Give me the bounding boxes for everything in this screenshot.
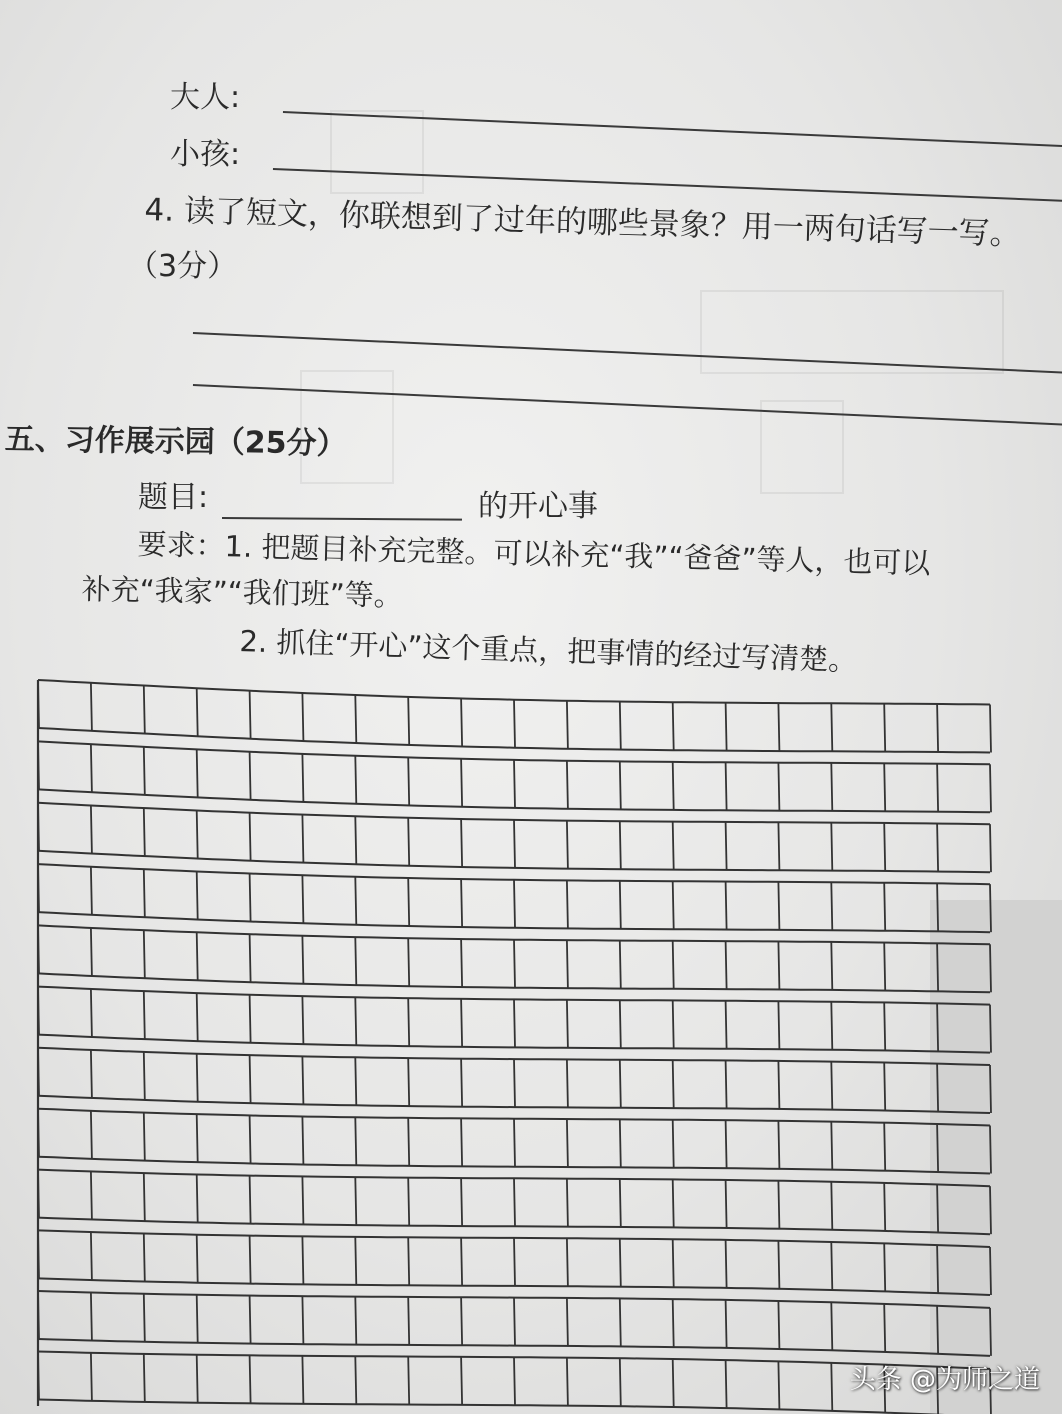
grid-cell-divider [144, 747, 145, 795]
grid-cell-divider [673, 702, 674, 750]
grid-cell-divider [726, 762, 727, 810]
grid-cell-divider [461, 1178, 462, 1226]
grid-cell-divider [831, 1002, 832, 1050]
grid-row-bottom-line [38, 1400, 990, 1414]
grid-cell-divider [673, 881, 674, 929]
grid-cell-divider [514, 940, 515, 988]
grid-cell-divider [884, 1243, 885, 1291]
grid-cell-divider [461, 1118, 462, 1166]
grid-cell-divider [726, 703, 727, 751]
grid-cell-divider [514, 1357, 515, 1405]
grid-cell-divider [461, 759, 462, 807]
grid-cell-divider [250, 874, 251, 922]
grid-cell-divider [302, 1236, 303, 1284]
grid-cell-divider [673, 1299, 674, 1347]
grid-cell-divider [831, 1242, 832, 1290]
grid-cell-divider [408, 1058, 409, 1106]
grid-cell-divider [567, 1358, 568, 1406]
grid-cell-divider [91, 1353, 92, 1401]
grid-cell-divider [461, 1357, 462, 1405]
grid-cell-divider [673, 1000, 674, 1048]
grid-cell-divider [250, 813, 251, 861]
grid-cell-divider [250, 691, 251, 739]
grid-cell-divider [937, 1124, 938, 1172]
grid-cell-divider [620, 1000, 621, 1048]
grid-cell-divider [884, 1063, 885, 1111]
grid-cell-divider [726, 1360, 727, 1408]
grid-cell-divider [302, 996, 303, 1044]
grid-cell-divider [514, 1119, 515, 1167]
grid-cell-divider [990, 944, 991, 992]
grid-cell-divider [91, 744, 92, 792]
grid-cell-divider [884, 1123, 885, 1171]
grid-cell-divider [302, 1056, 303, 1104]
grid-cell-divider [408, 818, 409, 866]
grid-cell-divider [514, 1238, 515, 1286]
grid-cell-divider [91, 867, 92, 915]
grid-cell-divider [408, 757, 409, 805]
grid-row-bottom-line [38, 1339, 990, 1356]
grid-cell-divider [144, 1234, 145, 1282]
grid-cell-divider [726, 1120, 727, 1168]
grid-cell-divider [461, 819, 462, 867]
grid-cell-divider [990, 764, 991, 812]
grid-cell-divider [197, 688, 198, 736]
grid-cell-divider [884, 704, 885, 752]
grid-cell-divider [567, 821, 568, 869]
grid-cell-divider [990, 884, 991, 932]
grid-cell-divider [514, 1298, 515, 1346]
grid-cell-divider [620, 941, 621, 989]
grid-cell-divider [567, 940, 568, 988]
grid-cell-divider [250, 934, 251, 982]
grid-cell-divider [990, 1005, 991, 1053]
grid-cell-divider [937, 1185, 938, 1233]
grid-cell-divider [884, 943, 885, 991]
grid-cell-divider [831, 942, 832, 990]
grid-cell-divider [620, 1358, 621, 1406]
topic-label: 题目: [138, 480, 209, 515]
grid-cell-divider [726, 941, 727, 989]
grid-cell-divider [302, 1296, 303, 1344]
grid-cell-divider [937, 824, 938, 872]
grid-cell-divider [778, 1181, 779, 1229]
grid-cell-divider [461, 1059, 462, 1107]
grid-cell-divider [884, 1003, 885, 1051]
grid-cell-divider [884, 883, 885, 931]
grid-cell-divider [620, 881, 621, 929]
grid-cell-divider [937, 1003, 938, 1051]
grid-cell-divider [884, 763, 885, 811]
grid-cell-divider [937, 883, 938, 931]
grid-cell-divider [144, 1113, 145, 1161]
grid-cell-divider [91, 989, 92, 1037]
grid-cell-divider [937, 1245, 938, 1293]
grid-cell-divider [461, 999, 462, 1047]
grid-cell-divider [514, 820, 515, 868]
grid-cell-divider [91, 1111, 92, 1159]
grid-cell-divider [461, 698, 462, 746]
grid-cell-divider [990, 824, 991, 872]
grid-cell-divider [778, 1001, 779, 1049]
grid-cell-divider [302, 693, 303, 741]
grid-cell-divider [461, 939, 462, 987]
grid-cell-divider [144, 1294, 145, 1342]
grid-cell-divider [673, 762, 674, 810]
grid-cell-divider [514, 880, 515, 928]
grid-cell-divider [197, 749, 198, 797]
grid-cell-divider [620, 1298, 621, 1346]
grid-cell-divider [726, 1180, 727, 1228]
grid-cell-divider [620, 761, 621, 809]
grid-cell-divider [726, 1240, 727, 1288]
grid-cell-divider [990, 1186, 991, 1234]
grid-cell-divider [250, 1176, 251, 1224]
grid-cell-divider [355, 1297, 356, 1345]
grid-cell-divider [673, 1179, 674, 1227]
topic-suffix: 的开心事 [478, 489, 598, 524]
grid-cell-divider [355, 816, 356, 864]
grid-cell-divider [831, 1363, 832, 1411]
grid-cell-divider [250, 1115, 251, 1163]
grid-cell-divider [673, 1359, 674, 1407]
child-label: 小孩: [170, 137, 241, 172]
grid-cell-divider [250, 752, 251, 800]
grid-cell-divider [144, 991, 145, 1039]
grid-cell-divider [778, 763, 779, 811]
grid-cell-divider [144, 1173, 145, 1221]
grid-cell-divider [408, 1357, 409, 1405]
grid-cell-divider [831, 763, 832, 811]
grid-cell-divider [831, 882, 832, 930]
grid-cell-divider [91, 1293, 92, 1341]
grid-cell-divider [91, 1232, 92, 1280]
watermark: 头条 @为师之道 [849, 1365, 1040, 1395]
grid-cell-divider [408, 878, 409, 926]
grid-cell-divider [197, 811, 198, 859]
writing-grid-lines [38, 680, 991, 1414]
grid-cell-divider [302, 815, 303, 863]
grid-cell-divider [355, 1177, 356, 1225]
section-5-heading: 五、习作展示园（25分） [4, 422, 347, 462]
grid-cell-divider [91, 683, 92, 731]
grid-cell-divider [726, 822, 727, 870]
grid-cell-divider [673, 1060, 674, 1108]
grid-cell-divider [144, 869, 145, 917]
grid-cell-divider [831, 1062, 832, 1110]
grid-cell-divider [778, 703, 779, 751]
grid-cell-divider [884, 1183, 885, 1231]
grid-cell-divider [91, 928, 92, 976]
grid-cell-divider [197, 1114, 198, 1162]
grid-cell-divider [831, 703, 832, 751]
grid-cell-divider [197, 872, 198, 920]
grid-cell-divider [250, 1236, 251, 1284]
grid-cell-divider [884, 823, 885, 871]
grid-cell-divider [197, 993, 198, 1041]
grid-cell-divider [514, 1178, 515, 1226]
grid-cell-divider [726, 882, 727, 930]
grid-cell-divider [620, 1239, 621, 1287]
grid-cell-divider [197, 932, 198, 980]
grid-cell-divider [514, 999, 515, 1047]
grid-cell-divider [726, 1001, 727, 1049]
grid-cell-divider [461, 1238, 462, 1286]
grid-cell-divider [91, 1050, 92, 1098]
grid-cell-divider [355, 1117, 356, 1165]
grid-cell-divider [831, 823, 832, 871]
question-4-prompt: 4. 读了短文，你联想到了过年的哪些景象？用一两句话写一写。 [144, 192, 1022, 253]
grid-cell-divider [91, 806, 92, 854]
grid-cell-divider [673, 941, 674, 989]
grid-cell-divider [355, 997, 356, 1045]
grid-cell-divider [144, 930, 145, 978]
grid-cell-divider [250, 1355, 251, 1403]
grid-cell-divider [778, 942, 779, 990]
grid-cell-divider [144, 1052, 145, 1100]
grid-cell-divider [778, 1061, 779, 1109]
grid-cell-divider [514, 1059, 515, 1107]
grid-cell-divider [620, 702, 621, 750]
grid-cell-divider [302, 875, 303, 923]
grid-cell-divider [302, 754, 303, 802]
grid-cell-divider [144, 686, 145, 734]
grid-cell-divider [250, 1296, 251, 1344]
grid-cell-divider [937, 943, 938, 991]
requirement-1-line-2: 补充“我家”“我们班”等。 [81, 572, 404, 613]
grid-cell-divider [355, 1356, 356, 1404]
grid-cell-divider [514, 700, 515, 748]
grid-cell-divider [673, 1120, 674, 1168]
grid-cell-divider [567, 701, 568, 749]
grid-cell-divider [937, 764, 938, 812]
grid-cell-divider [567, 1179, 568, 1227]
grid-cell-divider [408, 1237, 409, 1285]
grid-cell-divider [408, 1118, 409, 1166]
grid-cell-divider [567, 761, 568, 809]
grid-cell-divider [302, 1177, 303, 1225]
grid-cell-divider [302, 1356, 303, 1404]
grid-cell-divider [673, 822, 674, 870]
grid-cell-divider [937, 1064, 938, 1112]
grid-cell-divider [250, 1055, 251, 1103]
grid-cell-divider [831, 1182, 832, 1230]
grid-cell-divider [778, 1301, 779, 1349]
grid-cell-divider [197, 1235, 198, 1283]
grid-cell-divider [355, 695, 356, 743]
grid-cell-divider [461, 1297, 462, 1345]
grid-cell-divider [355, 877, 356, 925]
grid-cell-divider [620, 1119, 621, 1167]
grid-cell-divider [91, 1172, 92, 1220]
grid-cell-divider [620, 821, 621, 869]
requirement-1-line-1: 要求：1. 把题目补充完整。可以补充“我”“爸爸”等人，也可以 [137, 527, 931, 581]
grid-cell-divider [673, 1239, 674, 1287]
grid-cell-divider [778, 822, 779, 870]
grid-cell-divider [778, 1361, 779, 1409]
grid-cell-divider [408, 938, 409, 986]
grid-cell-divider [620, 1060, 621, 1108]
grid-cell-divider [778, 882, 779, 930]
grid-cell-divider [937, 704, 938, 752]
grid-cell-divider [144, 808, 145, 856]
grid-cell-divider [408, 1297, 409, 1345]
grid-cell-divider [778, 1121, 779, 1169]
grid-cell-divider [250, 995, 251, 1043]
grid-cell-divider [567, 880, 568, 928]
grid-cell-divider [567, 1000, 568, 1048]
grid-cell-divider [990, 1247, 991, 1295]
grid-cell-divider [408, 998, 409, 1046]
grid-cell-divider [567, 1298, 568, 1346]
grid-cell-divider [355, 1237, 356, 1285]
grid-cell-divider [620, 1179, 621, 1227]
requirement-2: 2. 抓住“开心”这个重点，把事情的经过写清楚。 [239, 624, 858, 678]
grid-cell-divider [990, 1308, 991, 1356]
grid-cell-divider [408, 697, 409, 745]
grid-cell-divider [990, 1126, 991, 1174]
grid-cell-divider [197, 1355, 198, 1403]
adult-label: 大人: [170, 80, 241, 115]
grid-cell-divider [408, 1178, 409, 1226]
question-4-score: （3分） [128, 249, 238, 284]
grid-cell-divider [567, 1059, 568, 1107]
grid-cell-divider [355, 1057, 356, 1105]
grid-cell-divider [567, 1238, 568, 1286]
grid-cell-divider [831, 1302, 832, 1350]
grid-cell-divider [197, 1175, 198, 1223]
grid-cell-divider [726, 1300, 727, 1348]
grid-cell-divider [990, 705, 991, 753]
grid-cell-divider [302, 1117, 303, 1165]
grid-cell-divider [461, 879, 462, 927]
grid-cell-divider [778, 1241, 779, 1289]
grid-cell-divider [514, 760, 515, 808]
grid-cell-divider [831, 1122, 832, 1170]
grid-cell-divider [197, 1295, 198, 1343]
grid-cell-divider [302, 936, 303, 984]
grid-cell-divider [355, 937, 356, 985]
grid-cell-divider [197, 1054, 198, 1102]
grid-cell-divider [567, 1119, 568, 1167]
grid-cell-divider [884, 1304, 885, 1352]
grid-cell-divider [937, 1306, 938, 1354]
grid-cell-divider [726, 1060, 727, 1108]
grid-cell-divider [990, 1065, 991, 1113]
grid-cell-divider [355, 756, 356, 804]
grid-cell-divider [144, 1354, 145, 1402]
